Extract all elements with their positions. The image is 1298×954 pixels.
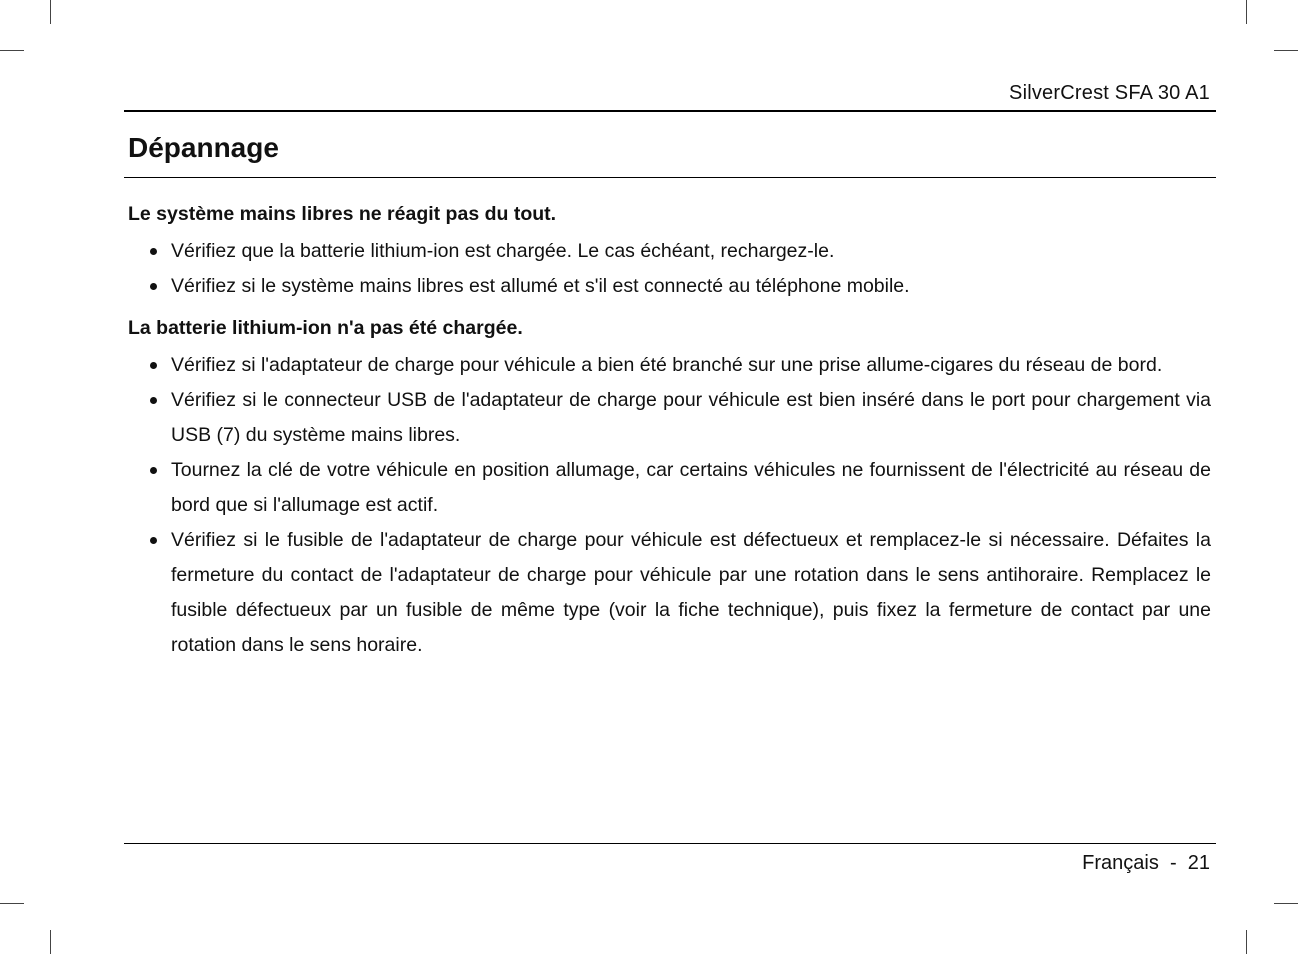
- solution-list: [128, 234, 1211, 304]
- solution-text: Vérifiez si l'adaptateur de charge pour véhicule a bien été branché sur une prise allume-cigares du réseau de bord.: [171, 354, 1163, 376]
- title-rule: [124, 177, 1216, 178]
- solution-item: [128, 383, 1211, 453]
- solution-text: Vérifiez si le connecteur USB de l'adaptateur de charge pour véhicule est bien inséré dans le port pour chargement via USB (7) du système mains libres.: [171, 389, 1211, 446]
- solution-item: [128, 269, 1211, 304]
- crop-mark: [1274, 50, 1298, 51]
- crop-mark: [1246, 930, 1247, 954]
- crop-mark: [50, 930, 51, 954]
- page-footer: Français - 21: [1082, 852, 1210, 874]
- solution-item: [128, 348, 1211, 383]
- solution-item: [128, 234, 1211, 269]
- bullet-icon: [150, 397, 157, 404]
- section-title: Dépannage: [128, 132, 279, 163]
- solution-item: [128, 523, 1211, 663]
- bullet-icon: [150, 467, 157, 474]
- solution-list: [128, 348, 1211, 663]
- crop-mark: [0, 903, 24, 904]
- solution-text: Tournez la clé de votre véhicule en position allumage, car certains véhicules ne fournissent de l'électricité au réseau de bord que si l'allumage est actif.: [171, 459, 1211, 516]
- bullet-icon: [150, 248, 157, 255]
- problem-heading: Le système mains libres ne réagit pas du tout.: [128, 203, 557, 225]
- footer-rule: [124, 843, 1216, 844]
- bullet-icon: [150, 283, 157, 290]
- problem-group: [128, 198, 1211, 304]
- crop-mark: [0, 50, 24, 51]
- solution-text: Vérifiez que la batterie lithium-ion est chargée. Le cas échéant, rechargez-le.: [171, 240, 835, 262]
- bullet-icon: [150, 362, 157, 369]
- header-rule: [124, 110, 1216, 112]
- troubleshooting-content: [128, 198, 1211, 663]
- crop-mark: [50, 0, 51, 24]
- problem-heading: La batterie lithium-ion n'a pas été chargée.: [128, 317, 523, 339]
- bullet-icon: [150, 537, 157, 544]
- crop-mark: [1246, 0, 1247, 24]
- solution-text: Vérifiez si le fusible de l'adaptateur de charge pour véhicule est défectueux et remplacez-le si nécessaire. Défaites la fermeture du contact de l'adaptateur de charge pour véhicule par une rotation dans le sens antihoraire. Remplacez le fusible défectueux par un fusible de même type (voir la fiche technique), puis fixez la fermeture de contact par une rotation dans le sens horaire.: [171, 529, 1211, 656]
- page-header-product: SilverCrest SFA 30 A1: [1009, 82, 1210, 104]
- solution-text: Vérifiez si le système mains libres est allumé et s'il est connecté au téléphone mobile.: [171, 275, 910, 297]
- problem-group: [128, 312, 1211, 663]
- crop-mark: [1274, 903, 1298, 904]
- solution-item: [128, 453, 1211, 523]
